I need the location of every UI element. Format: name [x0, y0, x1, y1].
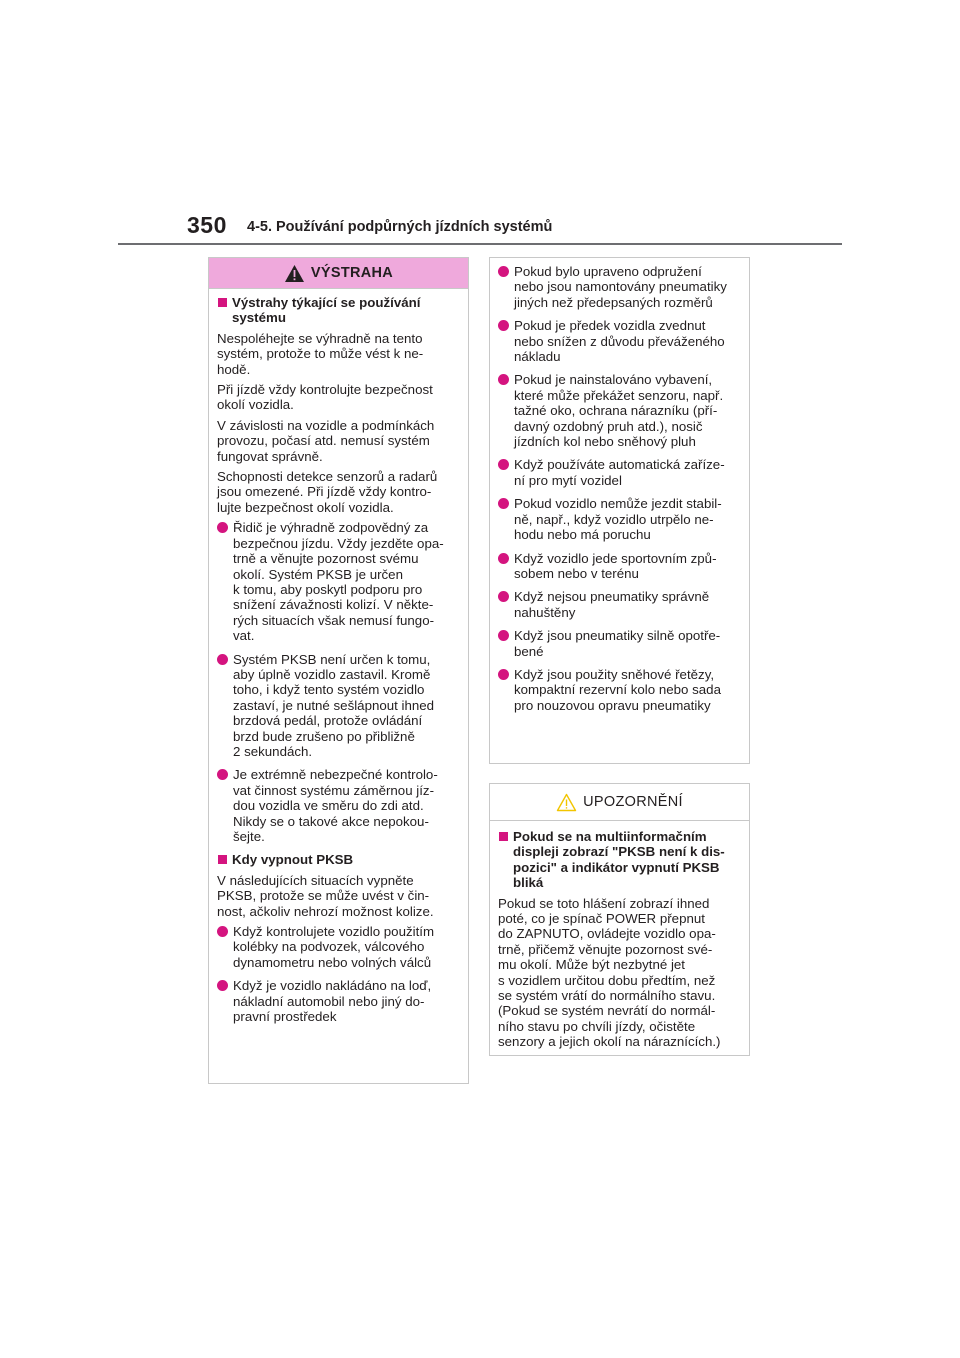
text-line: dynamometru nebo volných válců	[233, 954, 432, 970]
round-bullet-icon	[498, 320, 509, 331]
text-line: Když vozidlo jede sportovním způ-	[514, 550, 717, 566]
text-line: do ZAPNUTO, ovládejte vozidlo opa-	[498, 926, 716, 942]
caution-box	[489, 783, 750, 1056]
paragraph	[217, 873, 460, 919]
text-line: aby úplně vozidlo zastavil. Kromě	[233, 666, 431, 682]
text-line: Pokud se toto hlášení zobrazí ihned	[498, 895, 710, 911]
text-line: hodě.	[217, 361, 251, 377]
text-line: systému	[232, 310, 286, 326]
text-line: V závislosti na vozidle a podmínkách	[217, 417, 435, 433]
warning-box-title: VÝSTRAHA	[310, 265, 394, 281]
text-line: ně, např., když vozidlo utrpělo ne-	[514, 511, 714, 527]
round-bullet-icon	[498, 553, 509, 564]
header-rule	[118, 243, 842, 245]
text-line: Nespoléhejte se výhradně na tento	[217, 330, 423, 346]
text-line: kompaktní rezervní kolo nebo sada	[514, 682, 721, 698]
text-line: kolébky na podvozek, válcového	[233, 939, 425, 955]
text-line: jízdních kol nebo sněhový pluh	[514, 434, 696, 450]
bullet-item	[498, 589, 741, 620]
text-line: toho, i když tento systém vozidlo	[233, 682, 425, 698]
text-line: nost, ačkoliv nehrozí možnost kolize.	[217, 903, 434, 919]
bullet-item	[498, 628, 741, 659]
text-line: lujte bezpečnost okolí vozidla.	[217, 499, 394, 515]
paragraph	[498, 896, 741, 1050]
text-line: pravní prostředek	[233, 1009, 337, 1025]
round-bullet-icon	[498, 459, 509, 470]
text-line: senzory a jejich okolí na náraznících.)	[498, 1034, 721, 1050]
bullet-item	[498, 667, 741, 713]
text-line: systém, protože to může vést k ne-	[217, 346, 424, 362]
text-line: Když kontrolujete vozidlo použitím	[233, 924, 435, 940]
caution-box-body	[490, 821, 749, 1050]
round-bullet-icon	[217, 654, 228, 665]
text-line: Pokud se na multiinformačním	[513, 829, 707, 844]
text-line: (Pokud se systém nevrátí do normál-	[498, 1003, 716, 1019]
text-line: s vozidlem určitou dobu předtím, než	[498, 972, 716, 988]
text-line: Je extrémně nebezpečné kontrolo-	[233, 767, 438, 783]
text-line: displeji zobrazí "PKSB není k dis-	[513, 844, 725, 860]
warning-box	[208, 257, 469, 1084]
square-bullet-icon	[218, 298, 227, 307]
text-line: Pokud vozidlo nemůže jezdit stabil-	[514, 496, 722, 512]
text-line: brzd bude zrušeno po přibližně	[233, 728, 415, 744]
text-line: jsou omezené. Při jízdě vždy kontro-	[217, 484, 432, 500]
text-line: šejte.	[233, 829, 265, 844]
text-line: Pokud je předek vozidla zvednut	[514, 318, 706, 334]
bullet-item	[498, 318, 741, 364]
subheading	[217, 852, 460, 867]
bullet-item	[498, 372, 741, 449]
text-line: bliká	[513, 875, 544, 891]
warning-box-body	[209, 289, 468, 1024]
bullet-item	[217, 652, 460, 760]
text-line: PKSB, protože se může uvést v čin-	[217, 888, 430, 904]
warning-box-continued	[489, 257, 750, 764]
bullet-item	[498, 551, 741, 582]
text-line: Když jsou použity sněhové řetězy,	[514, 666, 715, 682]
round-bullet-icon	[498, 374, 509, 385]
text-line: nahuštěny	[514, 604, 576, 620]
text-line: hodu nebo má poruchu	[514, 527, 651, 543]
bullet-item	[498, 496, 741, 542]
text-line: mu okolí. Může být nezbytné jet	[498, 957, 685, 973]
section-title: 4-5. Používání podpůrných jízdních systémů	[247, 219, 553, 235]
round-bullet-icon	[217, 769, 228, 780]
text-line: sobem nebo v terénu	[514, 565, 639, 581]
text-line: pro nouzovou opravu pneumatiky	[514, 697, 711, 713]
text-line: Schopnosti detekce senzorů a radarů	[217, 469, 438, 485]
text-line: ní pro mytí vozidel	[514, 472, 622, 488]
text-line: Pokud bylo upraveno odpružení	[514, 264, 702, 279]
bullet-item	[217, 767, 460, 844]
text-line: jiných než předepsaných rozměrů	[514, 294, 713, 310]
text-line: Pokud je nainstalováno vybavení,	[514, 372, 713, 388]
text-line: brzdová pedál, protože ovládání	[233, 713, 423, 729]
text-line: okolí. Systém PKSB je určen	[233, 566, 403, 582]
round-bullet-icon	[217, 980, 228, 991]
caution-triangle-icon	[556, 793, 577, 812]
text-line: k tomu, aby poskytl podporu pro	[233, 581, 423, 597]
square-bullet-icon	[499, 832, 508, 841]
paragraph	[217, 331, 460, 377]
round-bullet-icon	[217, 926, 228, 937]
round-bullet-icon	[498, 591, 509, 602]
text-line: 2 sekundách.	[233, 743, 313, 759]
bullet-item	[498, 264, 741, 310]
caution-box-title: UPOZORNĚNÍ	[583, 794, 683, 810]
paragraph	[217, 382, 460, 413]
paragraph	[217, 418, 460, 464]
text-line: trně a věnujte pozornost svému	[233, 551, 419, 567]
text-line: nákladní automobil nebo jiný do-	[233, 993, 425, 1009]
paragraph	[217, 469, 460, 515]
text-line: Nikdy se o takové akce nepokou-	[233, 813, 429, 829]
page-number: 350	[187, 212, 227, 238]
warning-box-header	[209, 258, 468, 289]
text-line: Když nejsou pneumatiky správně	[514, 589, 710, 605]
warning-box-continued-body	[490, 258, 749, 713]
text-line: bezpečnou jízdu. Vždy jezděte opa-	[233, 535, 444, 551]
text-line: nebo jsou namontovány pneumatiky	[514, 279, 727, 295]
round-bullet-icon	[498, 498, 509, 509]
bullet-item	[498, 457, 741, 488]
subheading	[498, 829, 741, 891]
caution-box-header	[490, 784, 749, 821]
text-line: poté, co je spínač POWER přepnut	[498, 911, 705, 927]
text-line: dou vozidla ve směru do zdi atd.	[233, 798, 424, 814]
text-line: Řidič je výhradně zodpovědný za	[233, 520, 429, 536]
round-bullet-icon	[498, 630, 509, 641]
subheading	[217, 295, 460, 326]
text-line: Kdy vypnout PKSB	[232, 852, 354, 868]
text-line: rých situacích však nemusí fungo-	[233, 612, 435, 628]
warning-triangle-icon	[284, 264, 305, 283]
text-line: ního stavu po chvíli jízdy, očistěte	[498, 1018, 696, 1034]
text-line: Systém PKSB není určen k tomu,	[233, 651, 431, 667]
text-line: trně, přičemž věnujte pozornost své-	[498, 941, 713, 957]
text-line: se systém vrátí do normálního stavu.	[498, 988, 716, 1004]
round-bullet-icon	[498, 266, 509, 277]
bullet-item	[217, 978, 460, 1024]
text-line: snížení závažnosti kolizí. V někte-	[233, 597, 434, 613]
text-line: okolí vozidla.	[217, 397, 294, 413]
text-line: nákladu	[514, 349, 561, 365]
text-line: nebo snížen z důvodu převáženého	[514, 333, 725, 349]
text-line: davný ozdobný pruh atd.), nosič	[514, 418, 703, 434]
bullet-item	[217, 520, 460, 643]
text-line: zastaví, je nutné sešlápnout ihned	[233, 697, 435, 713]
text-line: fungovat správně.	[217, 448, 323, 464]
round-bullet-icon	[498, 669, 509, 680]
text-line: vat činnost systému záměrnou jíz-	[233, 782, 435, 798]
text-line: Když používáte automatická zaříze-	[514, 457, 725, 473]
text-line: vat.	[233, 628, 255, 644]
text-line: které může překážet senzoru, např.	[514, 387, 724, 403]
text-line: Když jsou pneumatiky silně opotře-	[514, 628, 721, 644]
bullet-item	[217, 924, 460, 970]
text-line: Výstrahy týkající se používání	[232, 295, 421, 310]
text-line: pozici" a indikátor vypnutí PKSB	[513, 859, 720, 875]
text-line: provozu, počasí atd. nemusí systém	[217, 433, 430, 449]
text-line: tažné oko, ochrana nárazníku (pří-	[514, 403, 718, 419]
round-bullet-icon	[217, 522, 228, 533]
text-line: bené	[514, 643, 544, 659]
text-line: Při jízdě vždy kontrolujte bezpečnost	[217, 382, 433, 398]
text-line: Když je vozidlo nakládáno na loď,	[233, 978, 432, 994]
square-bullet-icon	[218, 855, 227, 864]
text-line: V následujících situacích vypněte	[217, 872, 414, 888]
